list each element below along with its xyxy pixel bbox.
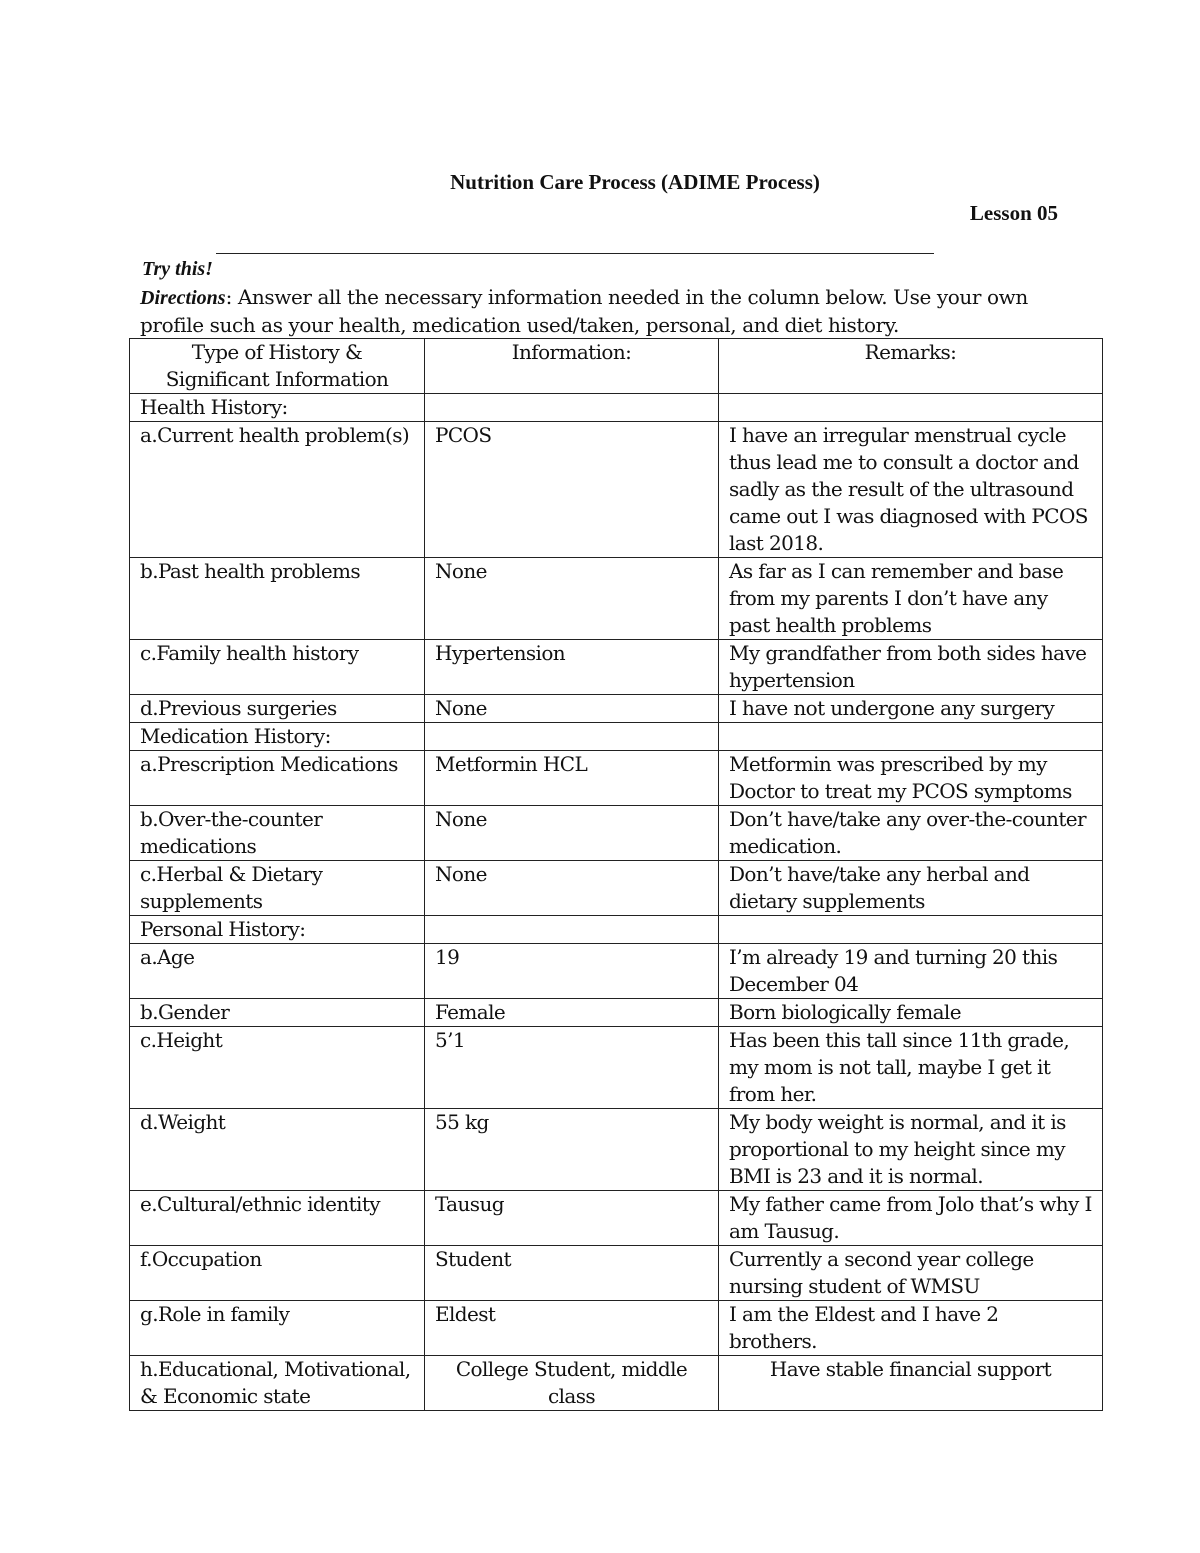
section-label: Personal History: — [130, 916, 425, 944]
row-info: None — [425, 806, 719, 861]
table-row — [130, 861, 1103, 916]
row-info: 5’1 — [425, 1027, 719, 1109]
row-type: e.Cultural/ethnic identity — [130, 1191, 425, 1246]
row-type: d.Weight — [130, 1109, 425, 1191]
table-row — [130, 640, 1103, 695]
table-row — [130, 1027, 1103, 1109]
row-remarks: Currently a second year college nursing student of WMSU — [719, 1246, 1103, 1301]
row-info: None — [425, 558, 719, 640]
document-title: Nutrition Care Process (ADIME Process) — [450, 170, 820, 194]
try-this-label: Try this! — [142, 258, 213, 280]
table-row — [130, 558, 1103, 640]
lesson-number: Lesson 05 — [969, 201, 1058, 225]
table-row — [130, 1191, 1103, 1246]
row-type: d.Previous surgeries — [130, 695, 425, 723]
section-row-personal — [130, 916, 1103, 944]
header-remarks: Remarks: — [719, 339, 1103, 394]
row-type: b.Past health problems — [130, 558, 425, 640]
row-type: f.Occupation — [130, 1246, 425, 1301]
row-type: h.Educational, Motivational, & Economic state — [130, 1356, 425, 1411]
history-table — [129, 338, 1103, 1411]
row-remarks: My father came from Jolo that’s why I am Tausug. — [719, 1191, 1103, 1246]
row-type: c.Height — [130, 1027, 425, 1109]
section-label: Medication History: — [130, 723, 425, 751]
row-info: Eldest — [425, 1301, 719, 1356]
table-row — [130, 999, 1103, 1027]
row-remarks: Has been this tall since 11th grade, my mom is not tall, maybe I get it from her. — [719, 1027, 1103, 1109]
row-info: Hypertension — [425, 640, 719, 695]
row-remarks: I have an irregular menstrual cycle thus lead me to consult a doctor and sadly as the result of the ultrasound came out I was diagnosed with PCOS last 2018. — [719, 422, 1103, 558]
row-info: None — [425, 861, 719, 916]
section-label: Health History: — [130, 394, 425, 422]
row-type: g.Role in family — [130, 1301, 425, 1356]
header-information: Information: — [425, 339, 719, 394]
row-remarks: Have stable financial support — [719, 1356, 1103, 1411]
row-info: Tausug — [425, 1191, 719, 1246]
table-row — [130, 422, 1103, 558]
row-type: c.Herbal & Dietary supplements — [130, 861, 425, 916]
row-remarks: Born biologically female — [719, 999, 1103, 1027]
table-row — [130, 1356, 1103, 1411]
directions-paragraph — [140, 284, 1080, 339]
row-type: a.Current health problem(s) — [130, 422, 425, 558]
horizontal-rule — [216, 253, 934, 254]
table-row — [130, 751, 1103, 806]
row-remarks: Don’t have/take any over-the-counter medication. — [719, 806, 1103, 861]
table-row — [130, 1301, 1103, 1356]
table-row — [130, 806, 1103, 861]
row-info: None — [425, 695, 719, 723]
row-type: a.Prescription Medications — [130, 751, 425, 806]
table-row — [130, 1246, 1103, 1301]
row-info: 19 — [425, 944, 719, 999]
row-remarks: My body weight is normal, and it is proportional to my height since my BMI is 23 and it is normal. — [719, 1109, 1103, 1191]
row-type: b.Over-the-counter medications — [130, 806, 425, 861]
row-type: b.Gender — [130, 999, 425, 1027]
row-info: College Student, middle class — [425, 1356, 719, 1411]
directions-label: Directions — [140, 287, 226, 309]
row-remarks: As far as I can remember and base from my parents I don’t have any past health problems — [719, 558, 1103, 640]
row-info: 55 kg — [425, 1109, 719, 1191]
row-info: Female — [425, 999, 719, 1027]
row-remarks: Don’t have/take any herbal and dietary supplements — [719, 861, 1103, 916]
row-type: c.Family health history — [130, 640, 425, 695]
directions-text: : Answer all the necessary information needed in the column below. Use your own profile such as your health, medication used/taken, personal, and diet history. — [140, 285, 1028, 337]
header-type: Type of History & Significant Information — [130, 339, 425, 394]
row-remarks: I’m already 19 and turning 20 this December 04 — [719, 944, 1103, 999]
row-info: Metformin HCL — [425, 751, 719, 806]
row-remarks: My grandfather from both sides have hypertension — [719, 640, 1103, 695]
row-remarks: I have not undergone any surgery — [719, 695, 1103, 723]
row-info: PCOS — [425, 422, 719, 558]
table-header-row — [130, 339, 1103, 394]
row-remarks: I am the Eldest and I have 2 brothers. — [719, 1301, 1103, 1356]
section-row-medication — [130, 723, 1103, 751]
row-remarks: Metformin was prescribed by my Doctor to treat my PCOS symptoms — [719, 751, 1103, 806]
row-info: Student — [425, 1246, 719, 1301]
section-row-health — [130, 394, 1103, 422]
table-row — [130, 1109, 1103, 1191]
row-type: a.Age — [130, 944, 425, 999]
table-row — [130, 695, 1103, 723]
table-row — [130, 944, 1103, 999]
